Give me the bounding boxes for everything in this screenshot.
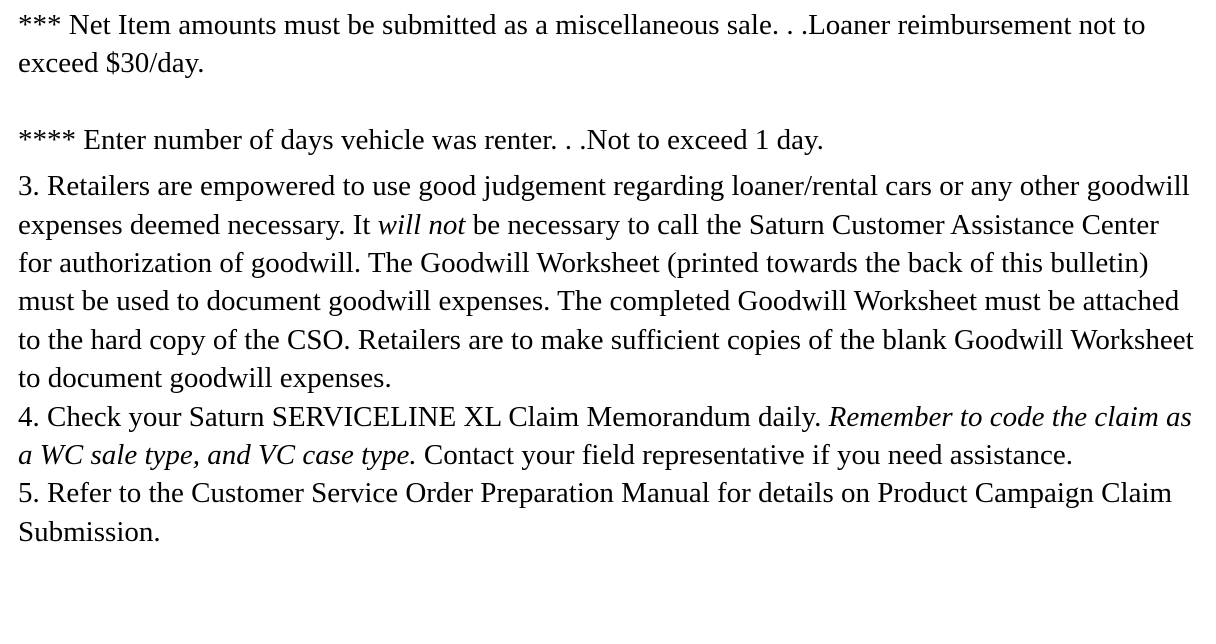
item-3-text-end: be necessary to call the Saturn Customer Assistance Center for authorization of goodwill. The Goodwill Worksheet (printed towards the back of this bulletin) must be used to document goodwill expenses. The completed Goodwill Worksheet must be attached to the hard copy of the CSO. Retailers are to make sufficient copies of the blank Goodwill Worksheet to document goodwill expenses. bbox=[18, 208, 1194, 395]
item-5-paragraph: 5. Refer to the Customer Service Order Preparation Manual for details on Product Campaign Claim Submission. bbox=[18, 477, 1173, 548]
item-3-emphasis: will not bbox=[377, 208, 466, 241]
item-4-paragraph bbox=[18, 398, 1198, 475]
item-4-text-start: 4. Check your Saturn SERVICELINE XL Claim Memorandum daily. bbox=[18, 400, 829, 433]
item-3-paragraph bbox=[18, 167, 1198, 397]
rental-days-note: **** Enter number of days vehicle was renter. . .Not to exceed 1 day. bbox=[18, 123, 824, 156]
net-item-note: *** Net Item amounts must be submitted as a miscellaneous sale. . .Loaner reimbursement not to exceed $30/day. bbox=[18, 9, 1146, 80]
item-4-emphasis: Remember to code the claim as a WC sale type, and VC case type. bbox=[18, 400, 1192, 472]
item-3-text-start: 3. Retailers are empowered to use good judgement regarding loaner/rental cars or any other goodwill expenses deemed necessary. It bbox=[18, 170, 1190, 241]
item-4-text-end: Contact your field representative if you need assistance. bbox=[416, 439, 1073, 472]
